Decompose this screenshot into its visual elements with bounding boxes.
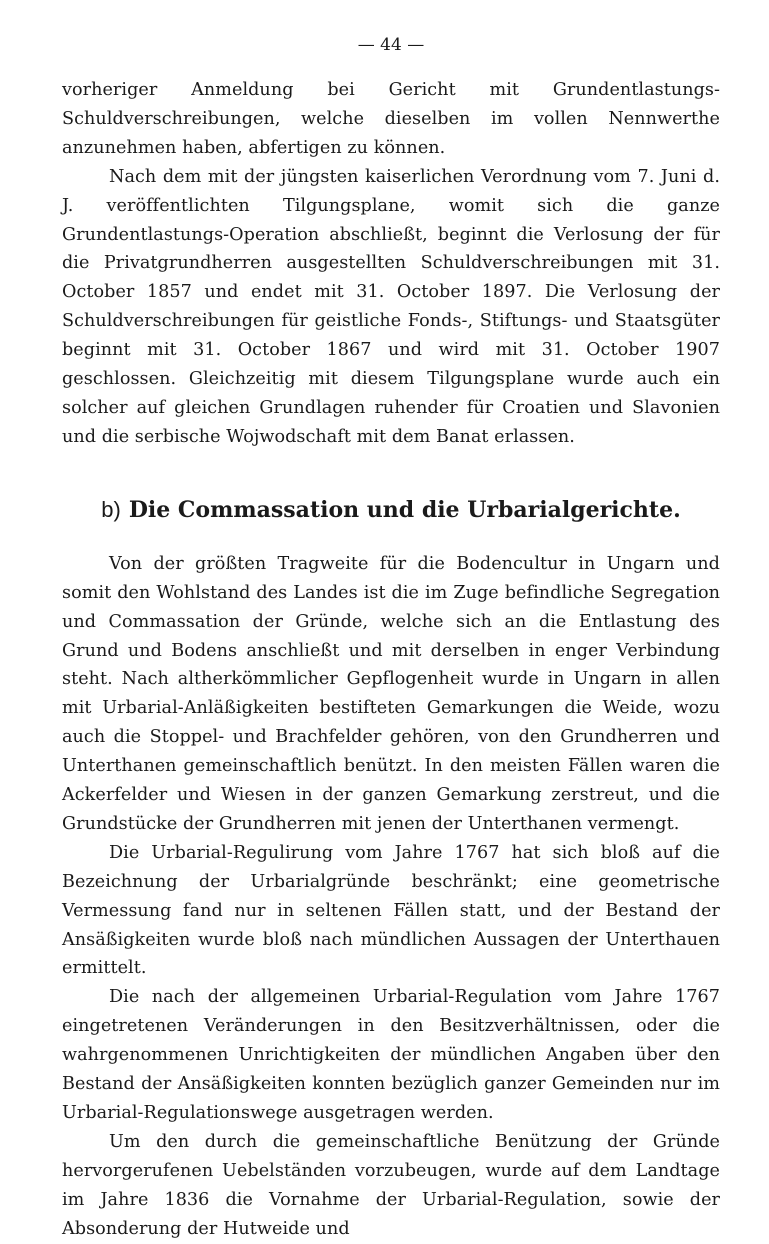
section-title: Die Commassation und die Urbarialgerichte. — [128, 496, 681, 523]
page-number: — 44 — — [357, 35, 425, 55]
paragraph-3: Von der größten Tragweite für die Bodencultur in Ungarn und somit den Wohlstand des Landes ist die im Zuge befindliche Segregation und Commassation der Gründe, welche sich an die Entlastung des Grund und Bodens anschließt und mit derselben in enger Verbindung steht. Nach altherkömmlicher Gepflogenheit wurde in Ungarn in allen mit Urbarial-Anläßigkeiten bestifteten Gemarkungen die Weide, wozu auch die Stoppel- und Brachfelder gehören, von den Grundherren und Unterthanen gemeinschaftlich benützt. In den meisten Fällen waren die Ackerfelder und Wiesen in der ganzen Gemarkung zerstreut, und die Grundstücke der Grundherren mit jenen der Unterthanen vermengt. — [62, 553, 720, 834]
document-page — [62, 28, 720, 1244]
section-heading — [62, 492, 720, 528]
paragraph-1: vorheriger Anmeldung bei Gericht mit Grundentlastungs-Schuldverschreibungen, welche dieselben im vollen Nennwerthe anzunehmen haben, abfertigen zu können. — [62, 80, 720, 158]
section-label: b) — [101, 496, 121, 522]
paragraph-2: Nach dem mit der jüngsten kaiserlichen Verordnung vom 7. Juni d. J. veröffentlichten Tilgungsplane, womit sich die ganze Grundentlastungs-Operation abschließt, beginnt die Verlosung der für die Privatgrundherren ausgestellten Schuldverschreibungen mit 31. October 1857 und endet mit 31. October 1897. Die Verlosung der Schuldverschreibungen für geistliche Fonds-, Stiftungs- und Staatsgüter beginnt mit 31. October 1867 und wird mit 31. October 1907 geschlossen. Gleichzeitig mit diesem Tilgungsplane wurde auch ein solcher auf gleichen Grundlagen ruhender für Croatien und Slavonien und die serbische Wojwodschaft mit dem Banat erlassen. — [62, 166, 720, 447]
paragraph-4: Die Urbarial-Regulirung vom Jahre 1767 hat sich bloß auf die Bezeichnung der Urbarialgründe beschränkt; eine geometrische Vermessung fand nur in seltenen Fällen statt, und der Bestand der Ansäßigkeiten wurde bloß nach mündlichen Aussagen der Unterthauen ermittelt. — [62, 842, 720, 979]
paragraph-5: Die nach der allgemeinen Urbarial-Regulation vom Jahre 1767 eingetretenen Veränderungen in den Besitzverhältnissen, oder die wahrgenommenen Unrichtigkeiten der mündlichen Angaben über den Bestand der Ansäßigkeiten konnten bezüglich ganzer Gemeinden nur im Urbarial-Regulationswege ausgetragen werden. — [62, 987, 720, 1123]
paragraph-6: Um den durch die gemeinschaftliche Benützung der Gründe hervorgerufenen Uebelständen vorzubeugen, wurde auf dem Landtage im Jahre 1836 die Vornahme der Urbarial-Regulation, sowie der Absonderung der Hutweide und — [62, 1131, 720, 1239]
